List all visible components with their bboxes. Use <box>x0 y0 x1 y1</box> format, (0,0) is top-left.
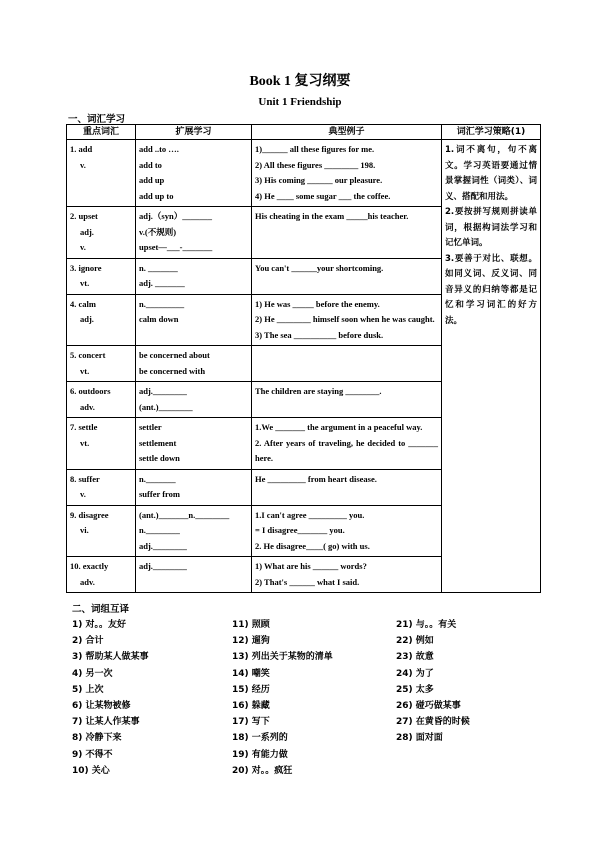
example-cell <box>252 557 442 593</box>
key-word: 3. ignore <box>70 262 102 273</box>
key-word: 1. add <box>70 144 93 154</box>
example-cell <box>252 140 442 207</box>
extension-item: add ..to …. <box>139 144 179 154</box>
phrase-item: 23) 故意 <box>396 652 434 663</box>
phrase-item: 19) 有能力做 <box>232 749 288 760</box>
key-word-cell <box>67 557 136 593</box>
extension-item: adj.________ <box>139 561 187 571</box>
phrase-item: 26) 碰巧做某事 <box>396 701 461 712</box>
example-sentence: 1)______ all these figures for me. <box>255 144 375 154</box>
extension-item: add up to <box>139 190 174 201</box>
part-of-speech: v. <box>80 489 86 499</box>
key-word: 4. calm <box>70 298 96 309</box>
extension-item: adj. _______ <box>139 278 185 288</box>
extension-item: (ant.)________ <box>139 401 193 412</box>
example-sentence: 1) He was _____ before the enemy. <box>255 298 380 309</box>
example-sentence: His cheating in the exam _____his teacher. <box>255 211 409 221</box>
example-sentence: He _________ from heart disease. <box>255 473 377 484</box>
example-sentence: 1) What are his ______ words? <box>255 561 367 571</box>
part-of-speech: v. <box>80 159 86 170</box>
extension-item: adj.________ <box>139 386 187 396</box>
part-of-speech: vi. <box>80 525 89 535</box>
phrase-row <box>72 714 542 730</box>
phrase-row <box>72 649 542 665</box>
part-of-speech: vt. <box>80 437 90 448</box>
extension-item: adj.________ <box>139 540 187 551</box>
extension-cell <box>136 294 252 346</box>
extension-item: suffer from <box>139 489 180 499</box>
example-cell <box>252 469 442 505</box>
key-word-cell <box>67 382 136 418</box>
part-of-speech: adv. <box>80 576 95 587</box>
key-word: 6. outdoors <box>70 386 111 396</box>
example-sentence: 2) That's ______ what I said. <box>255 576 360 587</box>
phrase-item: 17) 写下 <box>232 717 270 728</box>
key-word-cell <box>67 258 136 294</box>
phrase-translation-list <box>72 617 542 779</box>
example-cell <box>252 382 442 418</box>
phrase-row <box>72 617 542 633</box>
extension-item: n. _______ <box>139 262 178 273</box>
key-word-cell <box>67 207 136 259</box>
phrase-item: 6) 让某物被修 <box>72 701 131 712</box>
extension-item: v.(不规则) <box>139 226 177 237</box>
extension-item: n.________ <box>139 525 180 535</box>
extension-cell <box>136 469 252 505</box>
key-word-cell <box>67 505 136 557</box>
phrase-item: 5) 上次 <box>72 684 104 695</box>
phrase-row <box>72 763 542 779</box>
extension-cell <box>136 207 252 259</box>
example-sentence: 2) All these figures ________ 198. <box>255 159 376 170</box>
phrase-row <box>72 682 542 698</box>
example-sentence: 3) His coming ______ our pleasure. <box>255 175 383 185</box>
extension-cell <box>136 557 252 593</box>
phrase-item: 14) 嘲笑 <box>232 668 270 679</box>
phrase-item: 2) 合计 <box>72 636 104 647</box>
extension-item: settler <box>139 422 162 432</box>
example-sentence: 3) The sea __________ before dusk. <box>255 329 384 340</box>
extension-cell <box>136 382 252 418</box>
key-word: 9. disagree <box>70 509 109 520</box>
extension-item: adj.（syn）_______ <box>139 211 212 221</box>
key-word: 2. upset <box>70 211 98 221</box>
phrase-item: 25) 太多 <box>396 684 434 695</box>
key-word-cell <box>67 140 136 207</box>
phrase-item: 18) 一系列的 <box>232 733 288 744</box>
phrase-item: 7) 让某人作某事 <box>72 717 140 728</box>
unit-title: Unit 1 Friendship <box>258 96 342 108</box>
extension-item: add up <box>139 175 165 185</box>
example-cell <box>252 418 442 470</box>
phrase-row <box>72 666 542 682</box>
phrase-item: 28) 面对面 <box>396 733 443 744</box>
phrase-item: 20) 对。。疯狂 <box>232 765 293 776</box>
extension-item: n._______ <box>139 473 176 484</box>
extension-item: be concerned about <box>139 350 210 360</box>
vocabulary-table <box>66 124 541 593</box>
key-word-cell <box>67 469 136 505</box>
example-cell <box>252 258 442 294</box>
extension-cell <box>136 418 252 470</box>
document-title: Book 1 复习纲要 <box>249 74 351 89</box>
header-examples: 典型例子 <box>252 125 442 140</box>
extension-item: add to <box>139 159 162 170</box>
extension-cell <box>136 346 252 382</box>
phrase-item: 27) 在黄昏的时候 <box>396 717 470 728</box>
header-strategy: 词汇学习策略(1) <box>442 125 541 140</box>
phrase-item: 12) 遛狗 <box>232 636 270 647</box>
section-phrases-heading: 二、词组互译 <box>72 604 130 615</box>
phrase-item: 16) 躲藏 <box>232 701 270 712</box>
phrase-item <box>396 747 542 763</box>
table-row <box>67 140 541 207</box>
example-sentence: 2) He ________ himself soon when he was caught. <box>255 314 435 324</box>
example-cell <box>252 207 442 259</box>
phrase-row <box>72 747 542 763</box>
extension-cell <box>136 258 252 294</box>
example-sentence: 2. He disagree____( go) with us. <box>255 540 370 551</box>
example-cell <box>252 294 442 346</box>
phrase-item: 22) 例如 <box>396 636 434 647</box>
strategy-cell <box>442 140 541 593</box>
phrase-item: 3) 帮助某人做某事 <box>72 652 149 663</box>
phrase-row <box>72 633 542 649</box>
key-word: 7. settle <box>70 422 98 432</box>
example-cell <box>252 346 442 382</box>
key-word: 10. exactly <box>70 561 109 571</box>
section-vocabulary-heading: 一、词汇学习 <box>68 114 126 125</box>
phrase-item: 4) 另一次 <box>72 668 113 679</box>
part-of-speech: adv. <box>80 401 95 412</box>
key-word-cell <box>67 346 136 382</box>
part-of-speech: vt. <box>80 365 90 376</box>
extension-item: (ant.)_______n.________ <box>139 509 230 520</box>
part-of-speech: adj. <box>80 226 94 237</box>
header-key-words: 重点词汇 <box>67 125 136 140</box>
phrase-row <box>72 698 542 714</box>
example-sentence: 4) He ____ some sugar ___ the coffee. <box>255 190 391 201</box>
strategy-point: 2.要按拼写规则拼读单词，根据构词法学习和记忆单词。 <box>445 207 537 248</box>
extension-item: be concerned with <box>139 365 206 376</box>
key-word-cell <box>67 418 136 470</box>
extension-item: settlement <box>139 437 177 448</box>
key-word-cell <box>67 294 136 346</box>
part-of-speech: adj. <box>80 314 94 324</box>
example-sentence: The children are staying ________. <box>255 386 382 396</box>
key-word: 8. suffer <box>70 473 100 484</box>
phrase-item: 1) 对。。友好 <box>72 620 127 630</box>
extension-item: upset—___-_______ <box>139 242 213 252</box>
part-of-speech: vt. <box>80 278 90 288</box>
extension-cell <box>136 140 252 207</box>
extension-cell <box>136 505 252 557</box>
extension-item: calm down <box>139 314 179 324</box>
example-sentence: = I disagree_______ you. <box>255 525 345 535</box>
key-word: 5. concert <box>70 350 106 360</box>
phrase-item: 8) 冷静下来 <box>72 733 122 744</box>
example-sentence: 1.I can't agree _________ you. <box>255 509 365 520</box>
example-sentence: 1.We _______ the argument in a peaceful way. <box>255 422 423 432</box>
phrase-item: 13) 列出关于某物的清单 <box>232 652 333 663</box>
phrase-item: 9) 不得不 <box>72 749 113 760</box>
phrase-item <box>396 763 542 779</box>
extension-item: settle down <box>139 453 180 463</box>
phrase-row <box>72 730 542 746</box>
strategy-point: 3.要善于对比、联想。如同义词、反义词、同音异义的归纳等都是记忆和学习词汇的好方法。 <box>445 253 537 326</box>
example-sentence: You can't ______your shortcoming. <box>255 262 384 273</box>
vocabulary-table-header <box>67 125 541 140</box>
phrase-item: 11) 照顾 <box>232 620 270 630</box>
phrase-item: 21) 与。。有关 <box>396 620 457 630</box>
phrase-item: 15) 经历 <box>232 684 270 695</box>
example-cell <box>252 505 442 557</box>
example-sentence: 2. After years of traveling, he decided to _______ here. <box>255 437 438 463</box>
part-of-speech: v. <box>80 242 86 252</box>
phrase-item: 10) 关心 <box>72 765 110 776</box>
phrase-item: 24) 为了 <box>396 668 434 679</box>
header-extension: 扩展学习 <box>136 125 252 140</box>
extension-item: n._________ <box>139 298 185 309</box>
strategy-point: 1.词不离句，句不离文。学习英语要通过情景掌握词性（词类）、词义、搭配和用法。 <box>445 145 537 202</box>
